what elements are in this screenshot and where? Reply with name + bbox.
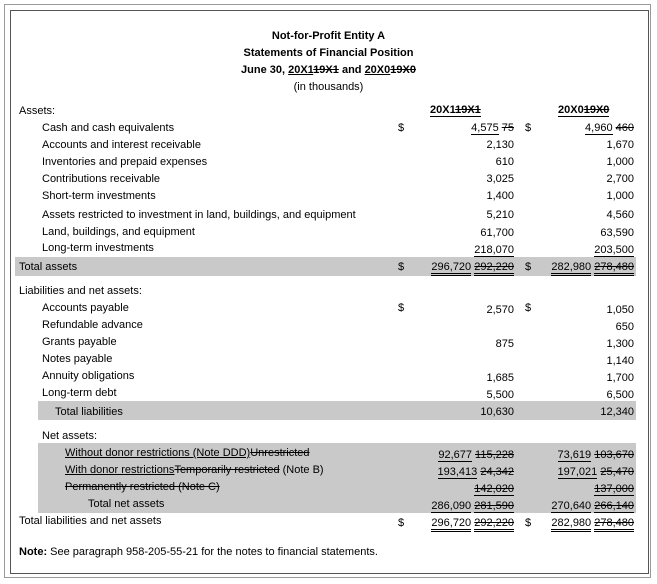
liability-value-prior: 1,140 bbox=[606, 355, 634, 367]
total-liabilities-prior: 12,340 bbox=[600, 406, 634, 418]
asset-value-current: 610 bbox=[495, 156, 514, 168]
asset-value-current: 218,070 bbox=[474, 244, 514, 256]
dollar-sign: $ bbox=[398, 517, 405, 529]
asset-label: Long-term investments bbox=[42, 242, 154, 254]
asset-value-current: 1,400 bbox=[486, 190, 514, 202]
statement-title: Statements of Financial Position bbox=[243, 47, 414, 59]
entity-name: Not-for-Profit Entity A bbox=[271, 30, 386, 42]
net-asset-value-current: 193,413 24,342 bbox=[437, 466, 514, 478]
liabilities-heading: Liabilities and net assets: bbox=[19, 285, 142, 297]
total-liabilities-label: Total liabilities bbox=[55, 406, 123, 418]
asset-label: Contributions receivable bbox=[42, 173, 161, 185]
dollar-sign: $ bbox=[525, 261, 532, 273]
asset-label: Cash and cash equivalents bbox=[42, 122, 175, 134]
asset-label: Short-term investments bbox=[42, 190, 156, 202]
asset-value-prior: 203,500 bbox=[594, 244, 634, 256]
net-asset-value-prior: 137,000 bbox=[594, 483, 634, 495]
net-asset-value-current: 92,677 115,228 bbox=[438, 449, 514, 461]
dollar-sign: $ bbox=[398, 261, 405, 273]
units-label: (in thousands) bbox=[293, 81, 364, 93]
column-header-current: 20X119X1 bbox=[430, 104, 481, 116]
asset-value-prior: 63,590 bbox=[600, 227, 634, 239]
statement-date: June 30, 20X119X1 and 20X019X0 bbox=[241, 64, 416, 76]
liability-label: Notes payable bbox=[42, 353, 113, 365]
dollar-sign: $ bbox=[525, 302, 532, 314]
total-assets-prior: 282,980 278,480 bbox=[520, 259, 634, 275]
net-asset-label: With donor restrictionsTemporarily restricted (Note B) bbox=[65, 464, 324, 476]
net-asset-value-current: 142,020 bbox=[474, 483, 514, 495]
liability-value-prior: 1,700 bbox=[606, 372, 634, 384]
liability-value-current: 875 bbox=[495, 338, 514, 350]
asset-value-prior: 2,700 bbox=[606, 173, 634, 185]
total-assets-label: Total assets bbox=[19, 261, 78, 273]
asset-value-prior: 1,000 bbox=[606, 156, 634, 168]
net-assets-heading: Net assets: bbox=[42, 430, 98, 442]
liability-label: Accounts payable bbox=[42, 302, 129, 314]
liability-label: Grants payable bbox=[42, 336, 117, 348]
dollar-sign: $ bbox=[398, 122, 405, 134]
asset-value-prior: 1,000 bbox=[606, 190, 634, 202]
liability-value-prior: 1,300 bbox=[606, 338, 634, 350]
net-asset-label: Permanently restricted (Note C) bbox=[65, 481, 220, 493]
asset-value-current: 2,130 bbox=[486, 139, 514, 151]
asset-value-current: 5,210 bbox=[486, 209, 514, 221]
liability-label: Annuity obligations bbox=[42, 370, 135, 382]
asset-value-prior: 1,670 bbox=[606, 139, 634, 151]
total-assets-current: 296,720 292,220 bbox=[400, 259, 514, 275]
total-liabilities-current: 10,630 bbox=[480, 406, 514, 418]
liability-value-prior: 1,050 bbox=[606, 304, 634, 316]
liability-value-current: 1,685 bbox=[486, 372, 514, 384]
asset-value-current: 61,700 bbox=[480, 227, 514, 239]
total-net-assets-label: Total net assets bbox=[88, 498, 165, 510]
dollar-sign: $ bbox=[525, 122, 532, 134]
asset-value-prior: 4,560 bbox=[606, 209, 634, 221]
asset-value-prior: 4,960 460 bbox=[585, 122, 634, 134]
liability-label: Long-term debt bbox=[42, 387, 117, 399]
liability-value-current: 2,570 bbox=[486, 304, 514, 316]
column-header-prior: 20X019X0 bbox=[558, 104, 610, 116]
net-asset-label: Without donor restrictions (Note DDD)Unrestricted bbox=[65, 447, 310, 459]
asset-value-current: 3,025 bbox=[486, 173, 514, 185]
net-asset-value-prior: 73,619 103,670 bbox=[557, 449, 634, 461]
liability-value-current: 5,500 bbox=[486, 389, 514, 401]
dollar-sign: $ bbox=[398, 302, 405, 314]
grand-total-label: Total liabilities and net assets bbox=[19, 515, 162, 527]
asset-value-current: 4,575 75 bbox=[471, 122, 514, 134]
total-net-assets-prior: 270,640 266,140 bbox=[551, 500, 634, 512]
asset-label: Inventories and prepaid expenses bbox=[42, 156, 208, 168]
liability-value-prior: 650 bbox=[615, 321, 634, 333]
asset-label: Land, buildings, and equipment bbox=[42, 226, 195, 238]
dollar-sign: $ bbox=[525, 517, 532, 529]
assets-heading: Assets: bbox=[19, 105, 56, 117]
liability-label: Refundable advance bbox=[42, 319, 143, 331]
liability-value-prior: 6,500 bbox=[606, 389, 634, 401]
asset-label: Accounts and interest receivable bbox=[42, 139, 201, 151]
total-net-assets-current: 286,090 281,590 bbox=[431, 500, 514, 512]
footnote: Note: See paragraph 958-205-55-21 for the notes to financial statements. bbox=[19, 546, 378, 558]
grand-total-current: 296,720 292,220 bbox=[400, 515, 514, 531]
grand-total-prior: 282,980 278,480 bbox=[520, 515, 634, 531]
net-asset-value-prior: 197,021 25,470 bbox=[557, 466, 634, 478]
asset-label: Assets restricted to investment in land, buildings, and equipment bbox=[42, 209, 356, 221]
